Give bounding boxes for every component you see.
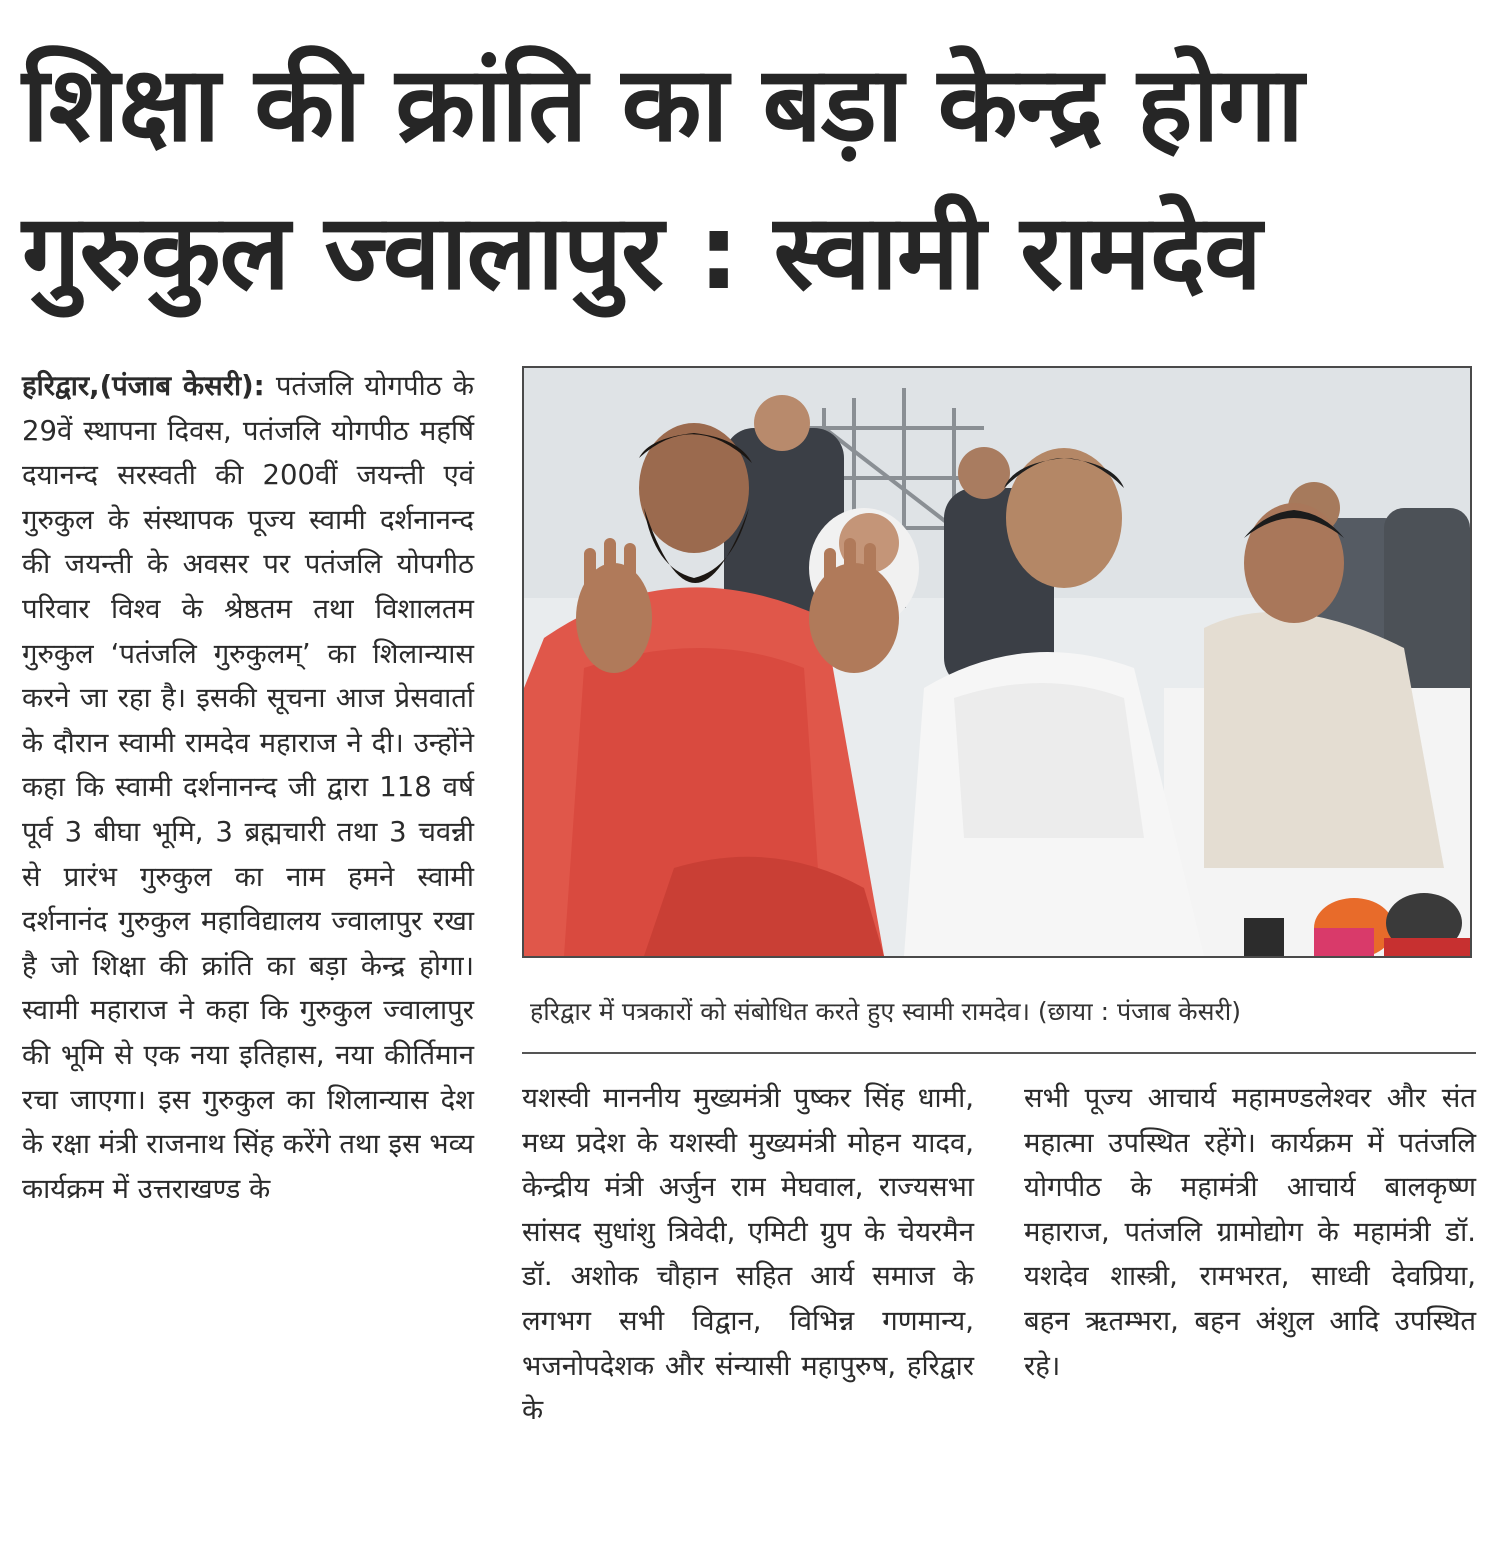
headline [22,30,1478,326]
photo-caption: हरिद्वार में पत्रकारों को संबोधित करते हुए स्वामी रामदेव। (छाया : पंजाब केसरी) [530,997,1241,1026]
news-photo [522,366,1472,958]
body-text-col2: यशस्वी माननीय मुख्यमंत्री पुष्कर सिंह धामी, मध्य प्रदेश के यशस्वी मुख्यमंत्री मोहन यादव, केन्द्रीय मंत्री अर्जुन राम मेघवाल, राज्यसभा सांसद सुधांशु त्रिवेदी, एमिटी ग्रुप के चेयरमैन डॉ. अशोक चौहान सहित आर्य समाज के लगभग सभी विद्वान, विभिन्न गणमान्य, भजनोपदेशक और संन्यासी महापुरुष, हरिद्वार के [522,1082,974,1427]
dateline: हरिद्वार,(पंजाब केसरी): [22,370,265,402]
photo-illustration [524,368,1470,956]
body-text-col1: पतंजलि योगपीठ के 29वें स्थापना दिवस, पतंजलि योगपीठ महर्षि दयानन्द सरस्वती की 200वीं जयन्ती एवं गुरुकुल के संस्थापक पूज्य स्वामी दर्शनानन्द की जयन्ती के अवसर पर पतंजलि योपगीठ परिवार विश्व के श्रेष्ठतम तथा विशालतम गुरुकुल ‘पतंजलि गुरुकुलम्’ का शिलान्यास करने जा रहा है। इसकी सूचना आज प्रेसवार्ता के दौरान स्वामी रामदेव महाराज ने दी। उन्होंने कहा कि स्वामी दर्शनानन्द जी द्वारा 118 वर्ष पूर्व 3 बीघा भूमि, 3 ब्रह्मचारी तथा 3 चवन्नी से प्रारंभ गुरुकुल का नाम हमने स्वामी दर्शनानंद गुरुकुल महाविद्यालय ज्वालापुर रखा है जो शिक्षा की क्रांति का बड़ा केन्द्र होगा। स्वामी महाराज ने कहा कि गुरुकुल ज्वालापुर की भूमि से एक नया इतिहास, नया कीर्तिमान रचा जाएगा। इस गुरुकुल का शिलान्यास देश के रक्षा मंत्री राजनाथ सिंह करेंगे तथा इस भव्य कार्यक्रम में उत्तराखण्ड के [22,370,474,1205]
body-text-col3: सभी पूज्य आचार्य महामण्डलेश्वर और संत महात्मा उपस्थित रहेंगे। कार्यक्रम में पतंजलि योगपीठ के महामंत्री आचार्य बालकृष्ण महाराज, पतंजलि ग्रामोद्योग के महामंत्री डॉ. यशदेव शास्त्री, रामभरत, साध्वी देवप्रिया, बहन ऋतम्भरा, बहन अंशुल आदि उपस्थित रहे। [1024,1082,1476,1382]
headline-line-1: शिक्षा की क्रांति का बड़ा केन्द्र होगा [22,43,1303,165]
headline-line-2: गुरुकुल ज्वालापुर : स्वामी रामदेव [22,191,1261,313]
divider-rule [522,1052,1476,1054]
article-column-3 [1024,1076,1476,1388]
article-column-2 [522,1076,974,1433]
article-column-1 [22,364,474,1211]
